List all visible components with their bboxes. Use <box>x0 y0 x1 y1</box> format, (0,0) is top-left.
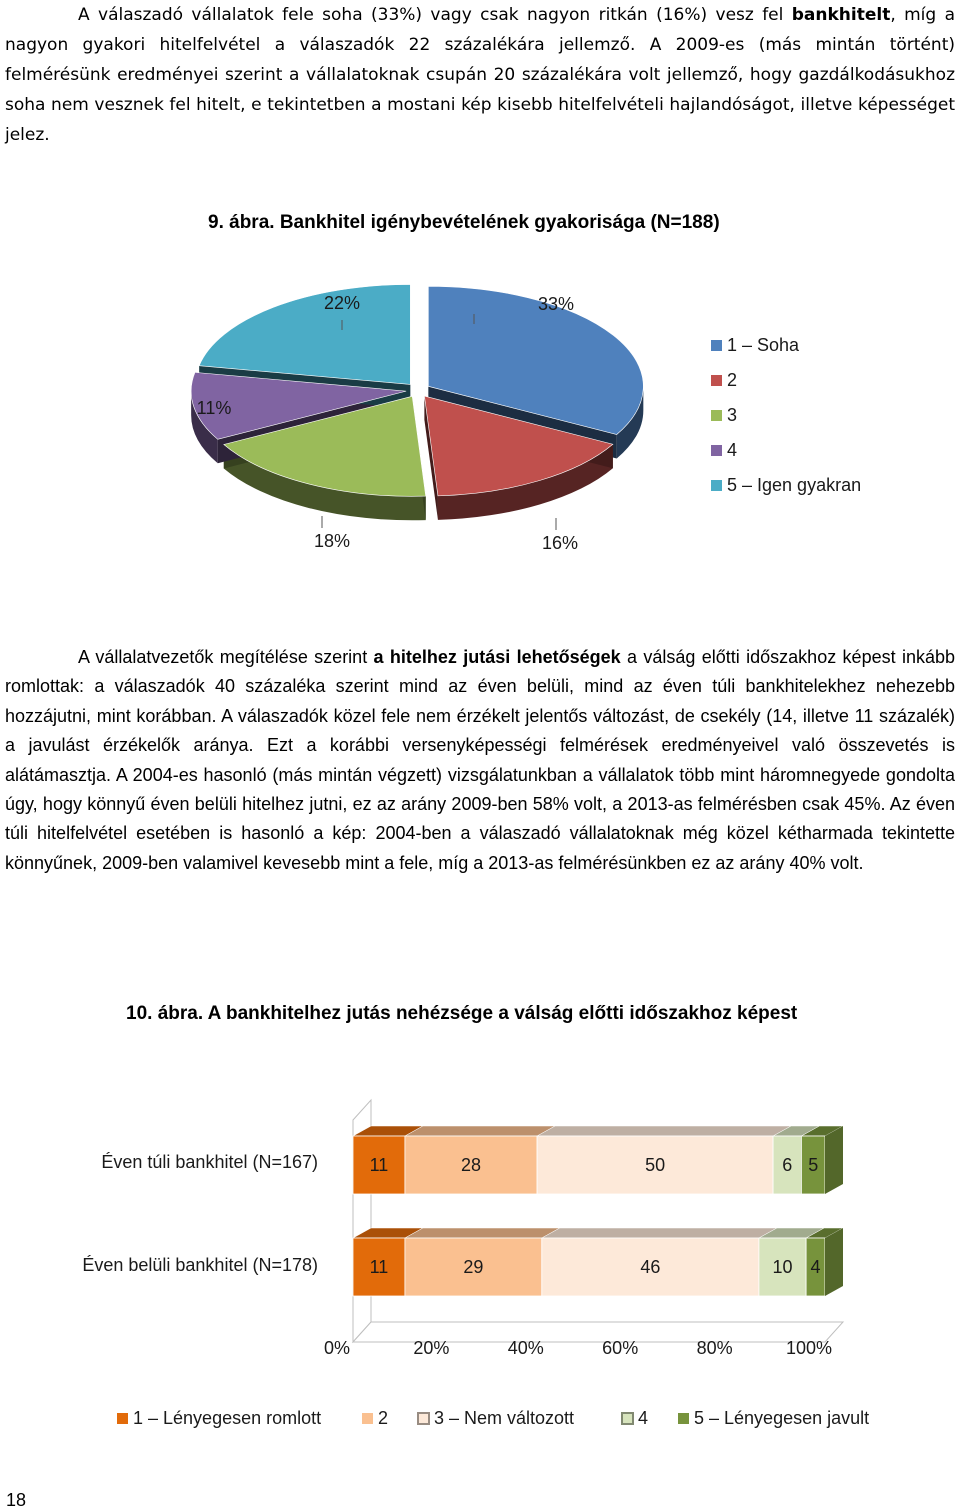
bar-category-label: Éven belüli bankhitel (N=178) <box>82 1255 318 1275</box>
legend-swatch <box>711 480 722 491</box>
bar-segment-top <box>537 1126 791 1136</box>
intro-bold: bankhitelt <box>791 5 891 25</box>
legend-item: 3 <box>727 405 738 425</box>
intro-text-a: A válaszadó vállalatok fele soha (33%) vagy csak nagyon ritkán (16%) vesz fel <box>78 5 792 25</box>
legend-swatch <box>711 445 722 456</box>
bar-segment-top <box>405 1228 560 1238</box>
legend-swatch <box>117 1413 128 1424</box>
pie-label-4: 11% <box>196 398 232 418</box>
legend-swatch <box>418 1413 429 1424</box>
pie-chart <box>0 280 960 570</box>
x-tick-label: 80% <box>696 1338 733 1358</box>
bar-data-label: 29 <box>463 1257 484 1277</box>
legend-swatch <box>678 1413 689 1424</box>
legend-item: 1 – Lényegesen romlott <box>133 1408 322 1428</box>
x-tick-label: 0% <box>323 1338 351 1358</box>
bar-chart <box>0 1080 960 1440</box>
para2-text-2: a válság előtti időszakhoz képest inkább romlottak: a válaszadók 40 százaléka szerint mind az éven belüli, mind az éven túli bankhitelekhez nehezebb hozzájutni, mint korábban. A válaszadók közel fele nem érzékelt jelentős változást, de csekély (14, illetve 11 százalék) a javulást érzékelők aránya. Ezt a korábbi versenyképességi felmérések eredményeivel való összevetés is alátámasztja. A 2004-es hasonló (más mintán végzett) vizsgálatunkban a vállalatok több mint háromnegyede gondolta úgy, hogy könnyű éven belüli hitelhez jutni, ez az arány 2009-ben 58% volt, a 2013-as felmérésben csak 45%. Az éven túli hitelfelvétel esetében is hasonló a kép: 2004-ben a válaszadó vállalatoknak még közel kétharmada tekintette könnyűnek, 2009-ben valamivel kevesebb mint a fele, míg a 2013-as felmérésünkben ez az arány 40% volt. <box>5 647 955 873</box>
bar-data-label: 10 <box>772 1257 793 1277</box>
legend-item: 1 – Soha <box>727 335 800 355</box>
intro-text-b: , míg a nagyon gyakori hitelfelvétel a válaszadók 22 százalékára jellemző. A 2009-es (más mintán történt) felmérésünk eredményei szerint a vállalatoknak csupán 20 százalékára volt jellemző, hogy gazdálkodásukhoz soha nem vesznek fel hitelt, e tekintetben a mostani kép kisebb hitelfelvételi hajlandóságot, illetve képességet jelez. <box>5 5 955 145</box>
bar-data-label: 5 <box>808 1155 819 1175</box>
legend-item: 4 <box>638 1408 649 1428</box>
figure10-title: 10. ábra. A bankhitelhez jutás nehézsége a válság előtti időszakhoz képest <box>126 1003 798 1024</box>
pie-label-3: 18% <box>313 531 351 551</box>
body-paragraph <box>5 643 955 878</box>
x-tick-label: 40% <box>507 1338 544 1358</box>
para2-bold: a hitelhez jutási lehetőségek <box>373 647 621 667</box>
x-tick-label: 60% <box>602 1338 639 1358</box>
pie-label-1: 33% <box>537 294 575 314</box>
bar-segment-side <box>825 1126 843 1194</box>
figure9-title: 9. ábra. Bankhitel igénybevételének gyakorisága (N=188) <box>208 212 720 233</box>
legend-swatch <box>362 1413 373 1424</box>
legend-item: 2 <box>727 370 738 390</box>
bar-data-label: 28 <box>460 1155 482 1175</box>
bar-data-label: 11 <box>369 1155 389 1175</box>
bar-data-label: 46 <box>640 1257 661 1277</box>
x-tick-label: 20% <box>413 1338 450 1358</box>
legend-item: 5 – Lényegesen javult <box>694 1408 870 1428</box>
para2-text-1: A vállalatvezetők megítélése szerint <box>78 647 374 667</box>
legend-item: 3 – Nem változott <box>434 1408 575 1428</box>
bar-data-label: 6 <box>782 1155 793 1175</box>
bar-segment-top <box>405 1126 555 1136</box>
bar-category-label: Éven túli bankhitel (N=167) <box>101 1152 318 1172</box>
legend-swatch <box>711 410 722 421</box>
pie-label-2: 16% <box>541 533 579 553</box>
bar-segment-side <box>825 1228 843 1296</box>
legend-item: 4 <box>727 440 738 460</box>
bar-data-label: 11 <box>369 1257 389 1277</box>
bar-data-label: 50 <box>645 1155 666 1175</box>
legend-swatch <box>711 375 722 386</box>
x-tick-label: 100% <box>785 1338 833 1358</box>
bar-segment-top <box>542 1228 777 1238</box>
intro-paragraph <box>5 0 955 150</box>
legend-swatch <box>711 340 722 351</box>
legend-swatch <box>622 1413 633 1424</box>
legend-item: 2 <box>378 1408 389 1428</box>
bar-data-label: 4 <box>810 1257 821 1277</box>
page-number: 18 <box>6 1490 27 1510</box>
pie-label-5: 22% <box>323 293 361 313</box>
legend-item: 5 – Igen gyakran <box>727 475 862 495</box>
